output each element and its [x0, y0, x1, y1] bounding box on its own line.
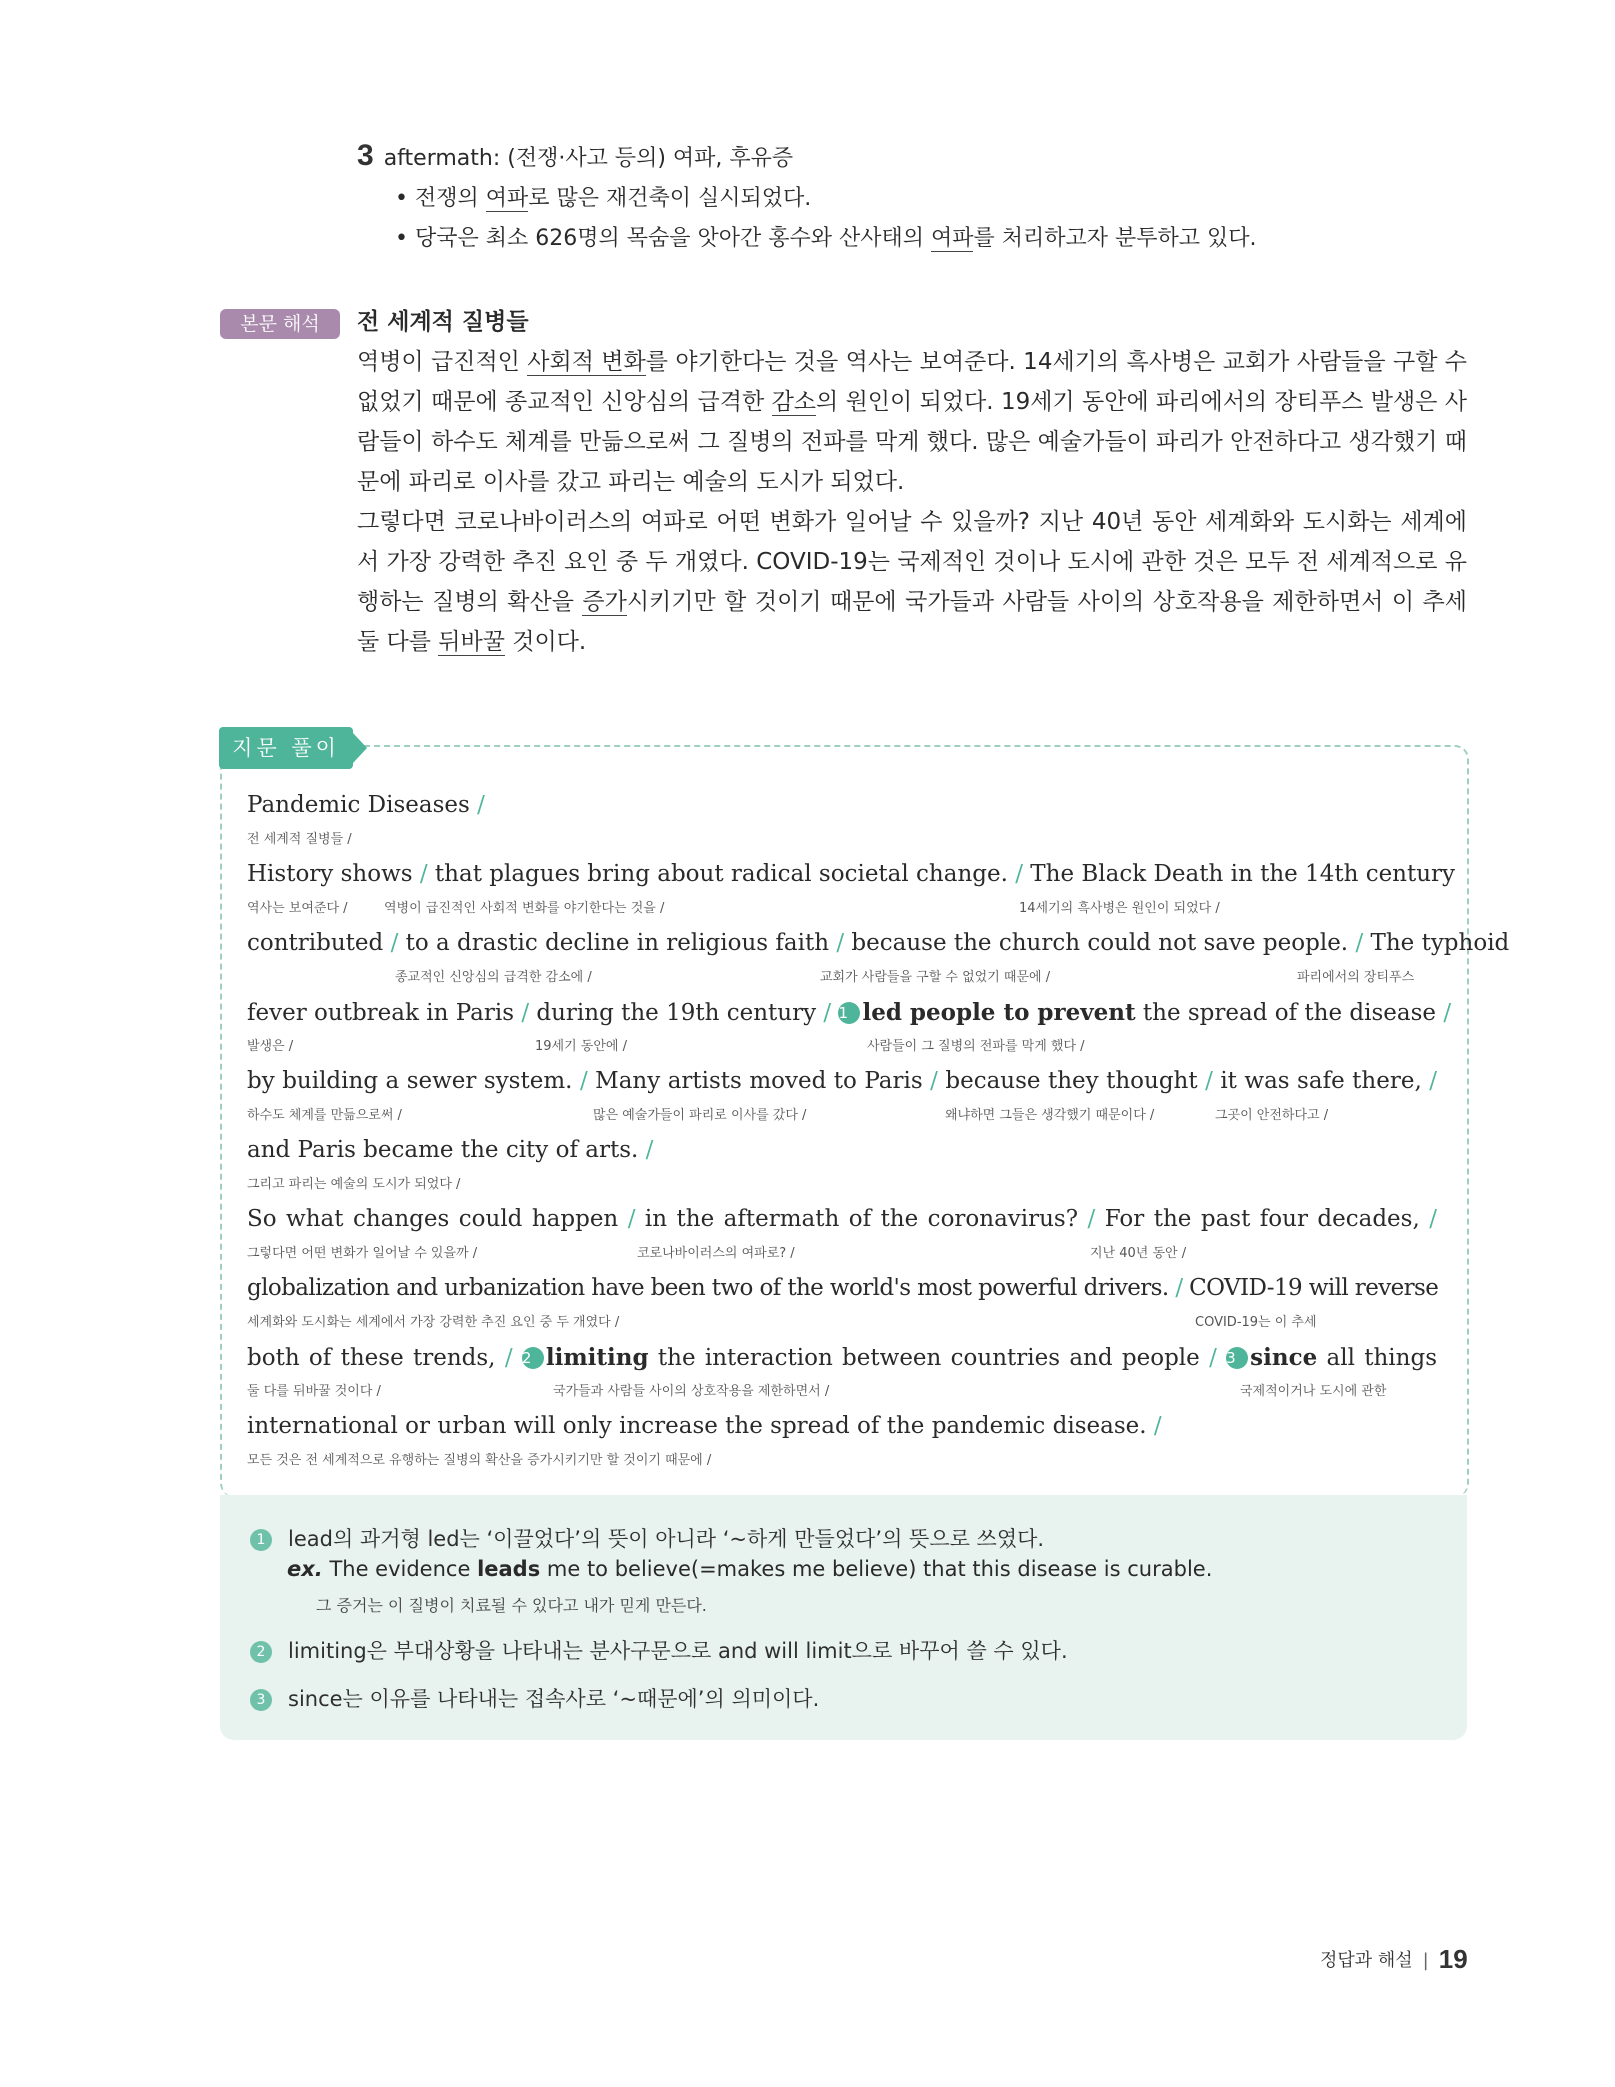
passage-english: international or urban will only increase the spread of the pandemic disease. /: [247, 1413, 1162, 1439]
passage-korean: 코로나바이러스의 여파로? /: [637, 1246, 795, 1261]
passage-korean: 왜냐하면 그들은 생각했기 때문이다 /: [945, 1108, 1155, 1123]
translation-paragraph-2: 그렇다면 코로나바이러스의 여파로 어떤 변화가 일어날 수 있을까? 지난 40년 동안 세계화와 도시화는 세계에서 가장 강력한 추진 요인 중 두 개였다. COVID-19는 국제적인 것이나 도시에 관한 것은 모두 전 세계적으로 유행하는 질병의 확산을 증가시키기만 할 것이기 때문에 국가들과 사람들 사이의 상호작용을 제한하면서 이 추세 둘 다를 뒤바꿀 것이다.: [357, 509, 1467, 655]
page-footer: 정답과 해설 | 19: [1320, 1944, 1468, 1974]
passage-korean: 모든 것은 전 세계적으로 유행하는 질병의 확산을 증가시키기만 할 것이기 때문에 /: [247, 1453, 712, 1468]
translation-paragraph-1: 역병이 급진적인 사회적 변화를 야기한다는 것을 역사는 보여준다. 14세기의 흑사병은 교회가 사람들을 구할 수 없었기 때문에 종교적인 신앙심의 급격한 감소의 원인이 되었다. 19세기 동안에 파리에서의 장티푸스 발생은 사람들이 하수도 체계를 만듦으로써 그 질병의 전파를 막게 했다. 많은 예술가들이 파리가 안전하다고 생각했기 때문에 파리로 이사를 갔고 파리는 예술의 도시가 되었다.: [357, 349, 1468, 495]
page-number: 19: [1438, 1944, 1468, 1974]
vocab-number: 3: [357, 139, 374, 172]
passage-lines: [247, 792, 1510, 1482]
passage-line: [247, 930, 1510, 999]
passage-korean: 전 세계적 질병들 /: [247, 832, 352, 847]
passage-english: fever outbreak in Paris / during the 19th century / 1 led people to prevent the spread of the disease /: [247, 999, 1452, 1026]
passage-korean: 종교적인 신앙심의 급격한 감소에 /: [395, 970, 592, 985]
passage-korean: 그렇다면 어떤 변화가 일어날 수 있을까 /: [247, 1246, 478, 1261]
passage-english: globalization and urbanization have been two of the world's most powerful drivers. / COVID-19 will reverse: [247, 1275, 1439, 1301]
passage-english: History shows / that plagues bring about radical societal change. / The Black Death in the 14th century: [247, 861, 1456, 887]
vocab-section: [357, 136, 1297, 259]
passage-line: [247, 1413, 1437, 1482]
marker-2-icon: 2: [522, 1347, 544, 1369]
passage-line: [247, 1206, 1437, 1275]
translation-section: [357, 302, 1467, 662]
passage-korean: 하수도 체계를 만듦으로써 /: [247, 1108, 402, 1123]
passage-korean: 그곳이 안전하다고 /: [1215, 1108, 1329, 1123]
passage-line: [247, 792, 1437, 861]
passage-line: [247, 1344, 1437, 1413]
note-1-example-translation: 그 증거는 이 질병이 치료될 수 있다고 내가 믿게 만든다.: [316, 1596, 707, 1615]
passage-korean: 국제적이거나 도시에 관한: [1240, 1384, 1387, 1399]
translation-title: 전 세계적 질병들: [357, 309, 529, 335]
note-1: 1 lead의 과거형 led는 ‘이끌었다’의 뜻이 아니라 ‘~하게 만들었다’의 뜻으로 쓰였다.: [250, 1523, 1044, 1553]
passage-label: 지문 풀이: [219, 727, 353, 769]
passage-korean: 19세기 동안에 /: [535, 1039, 627, 1054]
marker-1-icon: 1: [838, 1002, 860, 1024]
passage-korean: 역병이 급진적인 사회적 변화를 야기한다는 것을 /: [384, 901, 665, 916]
passage-korean: COVID-19는 이 추세: [1195, 1315, 1317, 1330]
footer-label: 정답과 해설: [1320, 1950, 1413, 1971]
vocab-example-2: • 당국은 최소 626명의 목숨을 앗아간 홍수와 산사태의 여파를 처리하고자 분투하고 있다.: [395, 226, 1257, 251]
passage-korean: 둘 다를 뒤바꿀 것이다 /: [247, 1384, 381, 1399]
note-1-icon: 1: [250, 1529, 272, 1551]
note-3: 3 since는 이유를 나타내는 접속사로 ‘~때문에’의 의미이다.: [250, 1683, 819, 1713]
passage-korean: 교회가 사람들을 구할 수 없었기 때문에 /: [820, 970, 1051, 985]
passage-korean: 국가들과 사람들 사이의 상호작용을 제한하면서 /: [553, 1384, 830, 1399]
passage-english: Pandemic Diseases /: [247, 792, 485, 818]
note-2-icon: 2: [250, 1641, 272, 1663]
note-2: 2 limiting은 부대상황을 나타내는 분사구문으로 and will limit으로 바꾸어 쓸 수 있다.: [250, 1635, 1068, 1665]
passage-korean: 역사는 보여준다 /: [247, 901, 348, 916]
notes-section: [220, 1495, 1467, 1740]
passage-korean: 많은 예술가들이 파리로 이사를 갔다 /: [593, 1108, 807, 1123]
passage-english: both of these trends, / 2 limiting the interaction between countries and people / 3 since all things: [247, 1344, 1437, 1371]
passage-english: and Paris became the city of arts. /: [247, 1137, 654, 1163]
vocab-definition: aftermath: (전쟁·사고 등의) 여파, 후유증: [383, 146, 794, 171]
vocab-example-1: • 전쟁의 여파로 많은 재건축이 실시되었다.: [395, 186, 812, 211]
passage-korean: 그리고 파리는 예술의 도시가 되었다 /: [247, 1177, 461, 1192]
translation-label: 본문 해석: [220, 309, 340, 339]
passage-korean: 파리에서의 장티푸스: [1297, 970, 1415, 985]
passage-line: [247, 1137, 1437, 1206]
note-1-example: ex. The evidence leads me to believe(=makes me believe) that this disease is curable.: [287, 1557, 1213, 1581]
passage-korean: 사람들이 그 질병의 전파를 막게 했다 /: [867, 1039, 1085, 1054]
passage-korean: 14세기의 흑사병은 원인이 되었다 /: [1019, 901, 1220, 916]
passage-korean: 지난 40년 동안 /: [1090, 1246, 1187, 1261]
passage-english: by building a sewer system. / Many artists moved to Paris / because they thought / it was safe there, /: [247, 1068, 1437, 1094]
passage-line: [247, 861, 1456, 930]
passage-line: [247, 1068, 1437, 1137]
vocab-headword: [357, 136, 1297, 179]
marker-3-icon: 3: [1226, 1347, 1248, 1369]
passage-english: So what changes could happen / in the aftermath of the coronavirus? / For the past four decades, /: [247, 1206, 1437, 1232]
passage-korean: 발생은 /: [247, 1039, 294, 1054]
passage-korean: 세계화와 도시화는 세계에서 가장 강력한 추진 요인 중 두 개였다 /: [247, 1315, 620, 1330]
passage-line: [247, 1275, 1437, 1344]
note-3-icon: 3: [250, 1689, 272, 1711]
passage-line: [247, 999, 1452, 1068]
passage-english: contributed / to a drastic decline in religious faith / because the church could not save people. / The typhoid: [247, 930, 1510, 956]
